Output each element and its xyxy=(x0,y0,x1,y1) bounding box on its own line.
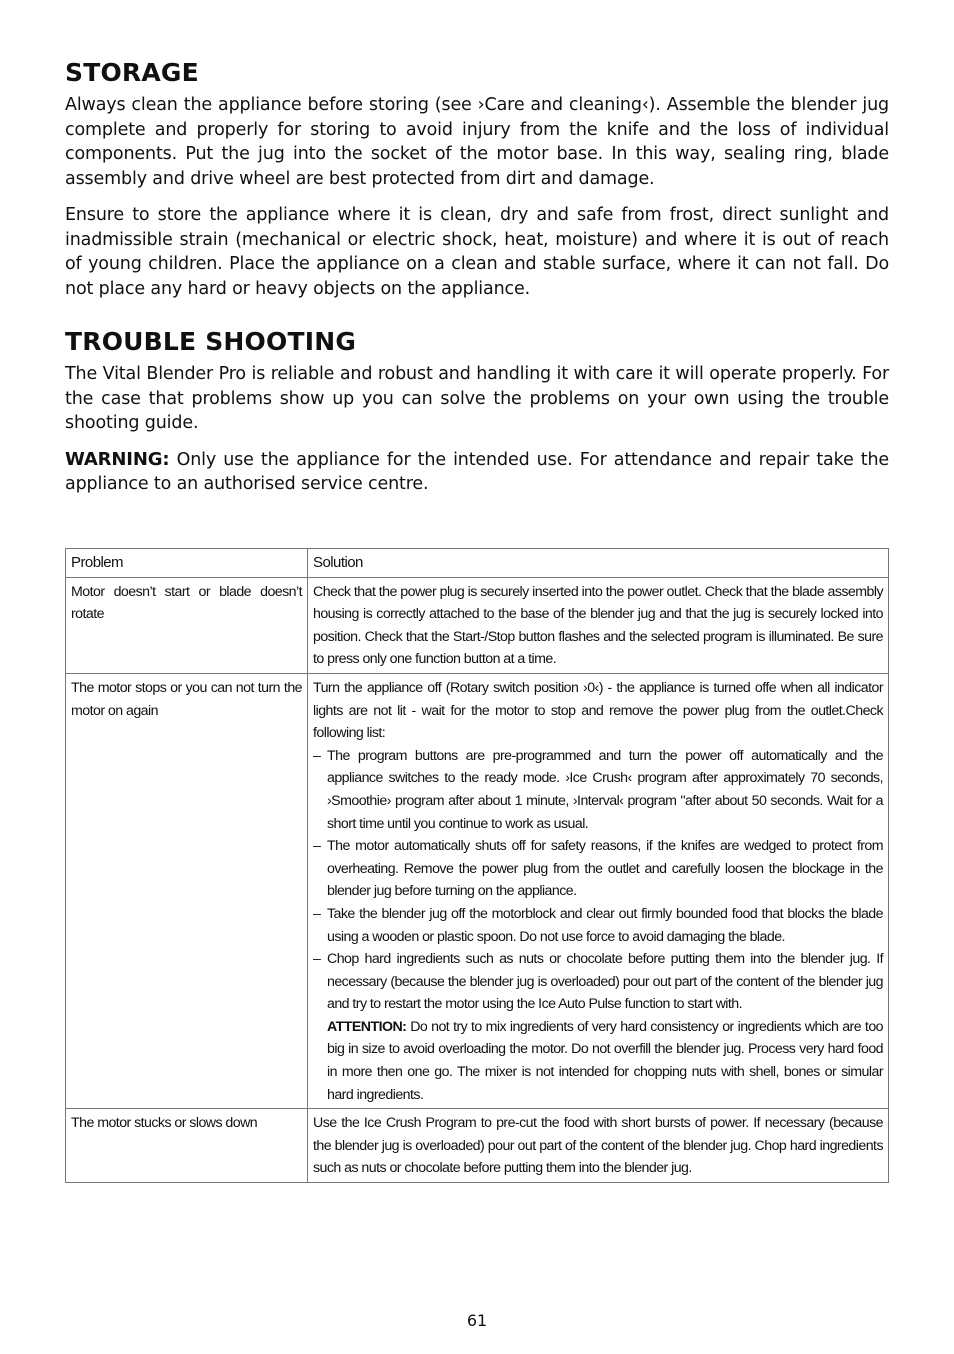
storage-paragraph-2: Ensure to store the appliance where it is clean, dry and safe from frost, direct sunlight and inadmissible strain (mechanical or electric shock, heat, moisture) and where it is out of reach of young children. Place the appliance on a clean and stable surface, where it can not fall. Do not place any hard or heavy objects on the appliance. xyxy=(65,205,889,299)
list-item xyxy=(313,903,883,948)
list-item-text: The motor automatically shuts off for safety reasons, if the knifes are wedged to protect from overheating. Remove the power plug from the outlet and carefully loosen the blockage in the blender jug before turning on the appliance. xyxy=(327,838,883,900)
trouble-shooting-intro: The Vital Blender Pro is reliable and robust and handling it with care it will operate properly. For the case that problems show up you can solve the problems on your own using the trouble shooting guide. xyxy=(65,364,889,433)
warning-paragraph xyxy=(65,448,889,497)
list-item-text: The program buttons are pre-programmed and turn the power off automatically and the appliance switches to the ready mode. ›Ice Crush‹ program after approximately 70 seconds, ›Smoothie› program after about 1 minute, ›Interval‹ program "after about 50 seconds. Wait for a short time until you continue to work as usual. xyxy=(327,747,883,832)
trouble-shooting-heading: TROUBLE SHOOTING xyxy=(65,327,357,356)
dash-marker: – xyxy=(313,951,321,968)
table-header-row xyxy=(66,549,889,578)
attention-label: ATTENTION: xyxy=(327,1018,407,1035)
warning-label: WARNING: xyxy=(65,448,170,470)
problem-cell: The motor stucks or slows down xyxy=(66,1109,308,1183)
trouble-shooting-table xyxy=(65,548,889,1183)
solution-cell xyxy=(308,673,889,1108)
page-content xyxy=(65,58,889,509)
list-item-text: Take the blender jug off the motorblock and clear out firmly bounded food that blocks the blade using a wooden or plastic spoon. Do not use force to avoid damaging the blade. xyxy=(327,905,883,945)
table-row xyxy=(66,1109,889,1183)
list-item xyxy=(313,745,883,835)
problem-cell: Motor doesn’t start or blade doesn’t rotate xyxy=(66,577,308,673)
list-item xyxy=(313,835,883,903)
list-item-text: Chop hard ingredients such as nuts or chocolate before putting them into the blender jug. If necessary (because the blender jug is overloaded) pour out part of the content of the blender jug and try to restart the motor using the Ice Auto Pulse function to start with. xyxy=(327,951,883,1013)
attention-text: Do not try to mix ingredients of very hard consistency or ingredients which are too big in size to avoid overloading the motor. Do not overfill the blender jug. Process very hard food in more then one go. The mixer is not intended for chopping nuts with shell, bones or simular hard ingredients. xyxy=(327,1018,883,1103)
list-item xyxy=(313,948,883,1016)
dash-marker: – xyxy=(313,905,321,922)
problem-cell: The motor stops or you can not turn the motor on again xyxy=(66,673,308,1108)
header-problem: Problem xyxy=(66,549,308,578)
solution-intro: Turn the appliance off (Rotary switch position ›0‹) - the appliance is turned offe when all indicator lights are not lit - wait for the motor to stop and remove the power plug from the outlet.Check following list: xyxy=(313,679,883,742)
storage-paragraph-1: Always clean the appliance before storing (see ›Care and cleaning‹). Assemble the blender jug complete and properly for storing to avoid injury from the knife and the loss of individual components. Put the jug into the socket of the motor base. In this way, sealing ring, blade assembly and drive wheel are best protected from dirt and damage. xyxy=(65,95,889,189)
attention-note xyxy=(313,1016,883,1106)
table-row xyxy=(66,673,889,1108)
table-row xyxy=(66,577,889,673)
solution-cell: Use the Ice Crush Program to pre-cut the food with short bursts of power. If necessary (because the blender jug is overloaded) pour out part of the content of the blender jug. Chop hard ingredients such as nuts or chocolate before putting them into the blender jug. xyxy=(308,1109,889,1183)
dash-marker: – xyxy=(313,838,321,855)
storage-heading: STORAGE xyxy=(65,58,199,87)
page-number: 61 xyxy=(466,1311,488,1330)
solution-cell: Check that the power plug is securely inserted into the power outlet. Check that the blade assembly housing is correctly attached to the base of the blender jug and that the jug is securely locked into position. Check that the Start-/Stop button flashes and the selected program is illuminated. Be sure to press only one function button at a time. xyxy=(308,577,889,673)
dash-marker: – xyxy=(313,747,321,764)
header-solution: Solution xyxy=(308,549,889,578)
warning-text: Only use the appliance for the intended use. For attendance and repair take the appliance to an authorised service centre. xyxy=(65,449,889,494)
